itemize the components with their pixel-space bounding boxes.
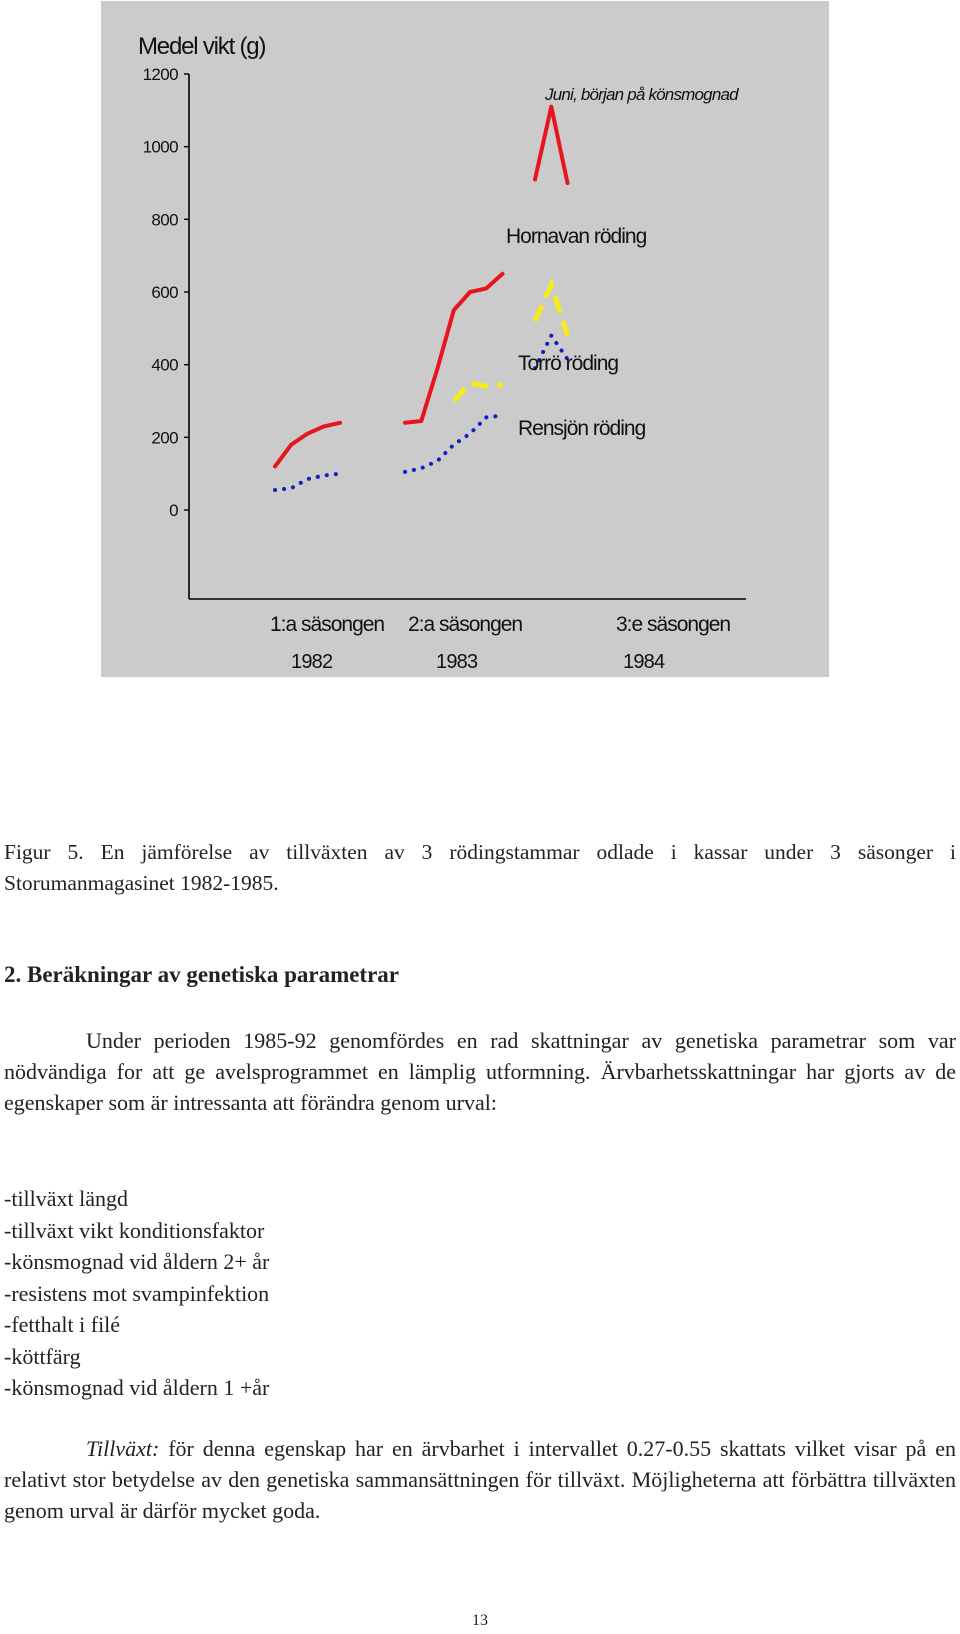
- weight-line-chart: [101, 1, 829, 677]
- y-tick-label: 1200: [142, 65, 178, 84]
- series-line-2-segment-1: [405, 416, 503, 472]
- figure-5-chart: [101, 1, 829, 677]
- y-tick-label: 0: [169, 501, 178, 520]
- section-heading: 2. Beräkningar av genetiska parametrar: [4, 962, 400, 987]
- series-line-0-segment-0: [275, 423, 340, 467]
- growth-term: Tillväxt:: [86, 1436, 160, 1461]
- series-line-1-segment-1: [535, 285, 568, 336]
- growth-text: för denna egenskap har en ärvbarhet i intervallet 0.27-0.55 skattats vilket visar på en relativt stor betydelse av den genetiska sammansättningen för tillväxt. Möjligheterna att förbättra tillväxten genom urval är därför mycket goda.: [4, 1436, 956, 1523]
- paragraph-intro: Under perioden 1985-92 genomfördes en rad skattningar av genetiska parametrar som var nödvändiga for att ge avelsprogrammet en lämplig utformning. Ärvbarhetsskattningar har gjorts av de egenskaper som är intressanta att förändra genom urval:: [4, 1028, 956, 1115]
- series-line-1-segment-0: [454, 383, 503, 401]
- paragraph-growth: [4, 1433, 956, 1526]
- trait-list: [4, 1183, 269, 1404]
- series-label-hornavan: Hornavan röding: [506, 225, 647, 248]
- y-tick-label: 1000: [142, 137, 178, 157]
- list-item: -könsmognad vid åldern 1 +år: [4, 1375, 270, 1400]
- list-item: -tillväxt vikt konditionsfaktor: [4, 1217, 265, 1243]
- x-category-2: 2:a säsongen: [408, 613, 523, 636]
- y-tick-label: 400: [151, 355, 178, 375]
- x-year-2: 1983: [436, 651, 478, 673]
- x-category-1: 1:a säsongen: [270, 613, 385, 636]
- series-label-torro: Torrö röding: [518, 352, 619, 375]
- list-item: -köttfärg: [4, 1343, 81, 1369]
- list-item: -fetthalt i filé: [4, 1312, 121, 1337]
- series-line-2-segment-0: [275, 474, 340, 490]
- list-item: -resistens mot svampinfektion: [4, 1280, 270, 1306]
- series-label-rensjon: Rensjön röding: [518, 417, 646, 440]
- list-item: -tillväxt längd: [4, 1186, 129, 1211]
- y-tick-label: 200: [151, 428, 178, 448]
- y-tick-label: 600: [151, 283, 178, 302]
- chart-annotation: Juni, början på könsmognad: [545, 85, 738, 104]
- figure-caption: Figur 5. En jämförelse av tillväxten av 3 rödingstammar odlade i kassar under 3 säsonger i Storumanmagasinet 1982-1985.: [4, 840, 956, 895]
- x-category-3: 3:e säsongen: [616, 613, 731, 636]
- x-year-3: 1984: [623, 651, 665, 673]
- x-year-1: 1982: [291, 651, 333, 673]
- page-number: 13: [472, 1612, 488, 1629]
- y-tick-label: 800: [151, 210, 178, 230]
- series-line-0-segment-2: [535, 107, 568, 183]
- y-axis: [143, 65, 189, 599]
- list-item: -könsmognad vid åldern 2+ år: [4, 1249, 270, 1274]
- chart-title: Medel vikt (g): [138, 33, 266, 60]
